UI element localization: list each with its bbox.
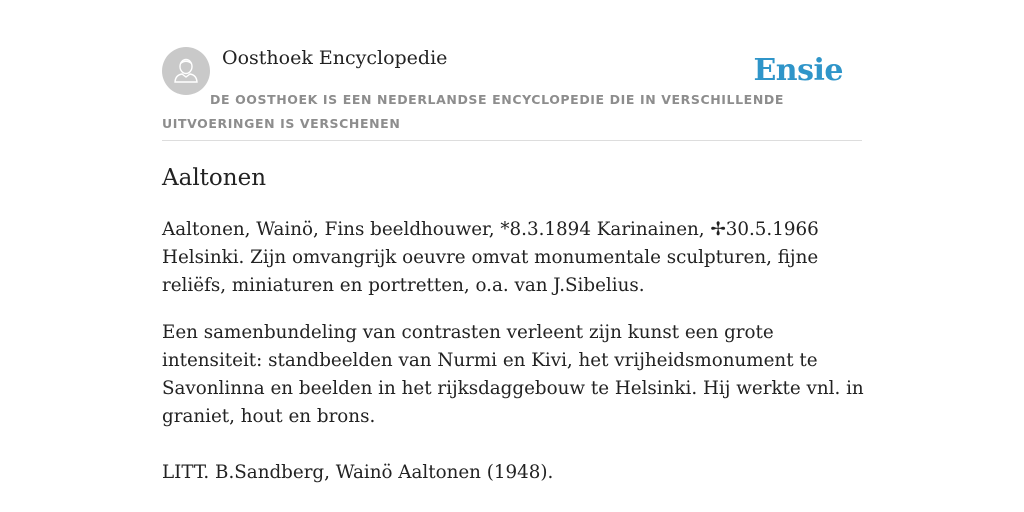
article-literature: LITT. B.Sandberg, Wainö Aaltonen (1948). — [162, 462, 554, 483]
article-paragraph: Een samenbundeling van contrasten verleent zijn kunst een grote intensiteit: standbeelden van Nurmi en Kivi, het vrijheidsmonument te Savonlinna en beelden in het rijksdaggebouw te Helsinki. Hij werkte vnl. in graniet, hout en brons. — [162, 322, 864, 427]
ensie-logo[interactable]: Ensie — [753, 53, 843, 88]
article-title: Aaltonen — [162, 165, 267, 191]
source-name[interactable]: Oosthoek Encyclopedie — [222, 47, 448, 69]
source-header — [162, 46, 862, 141]
source-description: DE OOSTHOEK IS EEN NEDERLANDSE ENCYCLOPEDIE DIE IN VERSCHILLENDE UITVOERINGEN IS VERSCHENEN — [162, 92, 784, 131]
article — [162, 162, 872, 487]
article-paragraph: Aaltonen, Wainö, Fins beeldhouwer, *8.3.1894 Karinainen, ✢30.5.1966 Helsinki. Zijn omvangrijk oeuvre omvat monumentale sculpturen, fijne reliëfs, miniaturen en portretten, o.a. van J.Sibelius. — [162, 219, 819, 296]
